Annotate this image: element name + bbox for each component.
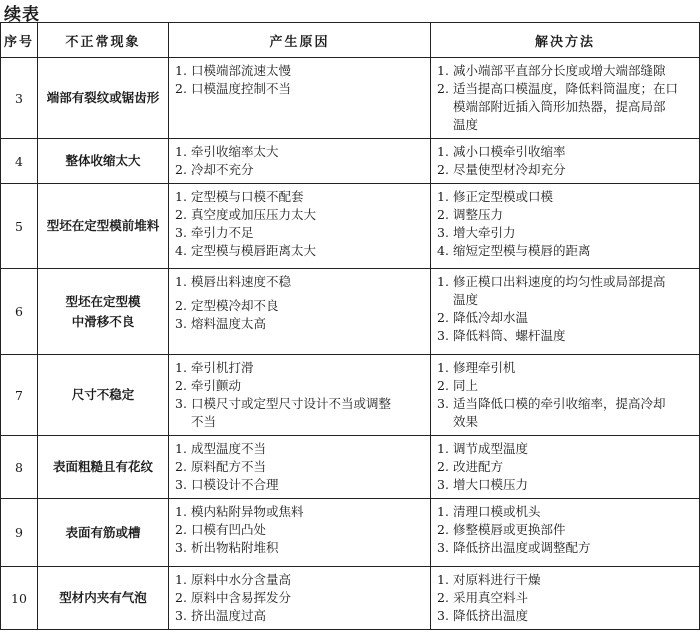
item-index: 2.: [175, 522, 187, 537]
item-text: [453, 188, 695, 206]
item-line: 口模有凹凸处: [191, 522, 267, 537]
item-line: 定型模与模唇距离太大: [191, 243, 317, 258]
solution-item: [437, 206, 695, 224]
item-line: 原料配方不当: [191, 459, 267, 474]
item-line: 原料中含易挥发分: [191, 590, 292, 605]
item-line: 调整压力: [453, 207, 504, 222]
item-line: 增大口模压力: [453, 477, 529, 492]
item-line: 降低挤出温度: [453, 608, 529, 623]
item-line: 修正定型模或口模: [453, 189, 554, 204]
item-index: 1.: [437, 572, 449, 587]
item-line: 模内粘附异物或焦料: [191, 504, 304, 519]
item-index: 4.: [437, 243, 449, 258]
item-index: 2.: [175, 298, 187, 313]
solution-cell: [431, 436, 700, 499]
item-text: [453, 309, 695, 327]
item-text: [453, 143, 695, 161]
item-text: [191, 80, 426, 98]
phenomenon-cell: [38, 355, 169, 436]
item-index: 3.: [175, 316, 187, 331]
item-line: 口模端部流速太慢: [191, 63, 292, 78]
row-number: 7: [1, 355, 38, 436]
phenomenon-line: 型坯在定型模前堆料: [46, 218, 160, 233]
item-index: 4.: [175, 243, 187, 258]
item-text: [453, 80, 695, 134]
item-text: [453, 242, 695, 260]
item-index: 1.: [437, 274, 449, 289]
item-line: 不当: [191, 414, 217, 429]
item-line: 适当降低口模的牵引收缩率，提高冷却: [453, 396, 666, 411]
table-row: [1, 269, 700, 355]
table-body: [1, 58, 700, 630]
item-index: 1.: [175, 441, 187, 456]
item-text: [453, 458, 695, 476]
item-line: 温度: [453, 117, 479, 132]
item-line: 清理口模或机头: [453, 504, 541, 519]
troubleshooting-table: [0, 22, 700, 630]
item-text: [191, 188, 426, 206]
item-index: 1.: [175, 144, 187, 159]
cause-cell: [169, 436, 431, 499]
item-line: 牵引颤动: [191, 378, 242, 393]
item-index: 3.: [175, 608, 187, 623]
item-line: 减小口模牵引收缩率: [453, 144, 566, 159]
item-line: 模端部附近插入筒形加热器，提高局部: [453, 99, 666, 114]
item-index: 1.: [175, 274, 187, 289]
item-text: [453, 571, 695, 589]
solution-cell: [431, 499, 700, 567]
table-row: [1, 58, 700, 139]
item-line: 增大牵引力: [453, 225, 516, 240]
phenomenon-line: 型坯在定型模: [65, 293, 141, 309]
header-solution: 解决方法: [431, 23, 700, 58]
cause-item: [175, 297, 426, 315]
item-line: 同上: [453, 378, 479, 393]
item-text: [191, 458, 426, 476]
item-index: 2.: [437, 590, 449, 605]
item-text: [191, 571, 426, 589]
item-line: 析出物粘附堆积: [191, 540, 279, 555]
solution-item: [437, 143, 695, 161]
item-line: 对原料进行干燥: [453, 572, 541, 587]
item-line: 修理牵引机: [453, 360, 516, 375]
cause-item: [175, 80, 426, 98]
phenomenon-line: 尺寸不稳定: [71, 387, 135, 402]
item-text: [191, 539, 426, 557]
item-index: 3.: [437, 328, 449, 343]
solution-item: [437, 395, 695, 431]
cause-item: [175, 539, 426, 557]
cause-item: [175, 359, 426, 377]
solution-cell: [431, 184, 700, 269]
item-index: 2.: [175, 81, 187, 96]
table-row: [1, 184, 700, 269]
item-line: 牵引力不足: [191, 225, 254, 240]
cause-item: [175, 273, 426, 291]
item-text: [453, 206, 695, 224]
item-line: 改进配方: [453, 459, 504, 474]
cause-item: [175, 206, 426, 224]
cause-cell: [169, 499, 431, 567]
solution-item: [437, 273, 695, 309]
solution-item: [437, 503, 695, 521]
item-text: [453, 395, 695, 431]
cause-item: [175, 143, 426, 161]
solution-item: [437, 607, 695, 625]
item-line: 修正模口出料速度的均匀性或局部提高: [453, 274, 666, 289]
item-line: 口模设计不合理: [191, 477, 279, 492]
cause-cell: [169, 269, 431, 355]
phenomenon-cell: [38, 567, 169, 630]
item-index: 2.: [175, 378, 187, 393]
cause-item: [175, 62, 426, 80]
table-row: [1, 499, 700, 567]
item-index: 2.: [437, 378, 449, 393]
cause-cell: [169, 355, 431, 436]
item-text: [453, 503, 695, 521]
item-text: [191, 224, 426, 242]
item-text: [453, 224, 695, 242]
solution-item: [437, 539, 695, 557]
solution-item: [437, 458, 695, 476]
item-line: 缩短定型模与模唇的距离: [453, 243, 591, 258]
item-line: 减小端部平直部分长度或增大端部缝隙: [453, 63, 666, 78]
table-row: [1, 567, 700, 630]
solution-item: [437, 476, 695, 494]
cause-item: [175, 440, 426, 458]
item-index: 3.: [175, 396, 187, 411]
item-line: 冷却不充分: [191, 162, 254, 177]
phenomenon-line: 端部有裂纹或锯齿形: [46, 90, 160, 105]
item-line: 适当提高口模温度，降低料筒温度；在口: [453, 81, 679, 96]
item-index: 1.: [175, 572, 187, 587]
item-line: 修整模唇或更换部件: [453, 522, 566, 537]
item-text: [191, 315, 426, 333]
item-index: 2.: [437, 81, 449, 96]
solution-item: [437, 309, 695, 327]
item-index: 1.: [437, 189, 449, 204]
item-index: 2.: [437, 207, 449, 222]
item-index: 1.: [437, 504, 449, 519]
solution-item: [437, 161, 695, 179]
item-index: 3.: [437, 540, 449, 555]
item-index: 2.: [437, 522, 449, 537]
row-number: 6: [1, 269, 38, 355]
item-text: [453, 589, 695, 607]
item-index: 2.: [175, 207, 187, 222]
solution-item: [437, 62, 695, 80]
header-cause: 产生原因: [169, 23, 431, 58]
phenomenon-cell: [38, 139, 169, 184]
row-number: 9: [1, 499, 38, 567]
item-index: 1.: [175, 504, 187, 519]
solution-cell: [431, 355, 700, 436]
table-row: [1, 355, 700, 436]
item-line: 尽量使型材冷却充分: [453, 162, 566, 177]
item-line: 口模尺寸或定型尺寸设计不当或调整: [191, 396, 392, 411]
row-number: 5: [1, 184, 38, 269]
item-line: 定型模冷却不良: [191, 298, 279, 313]
phenomenon-line: 表面粗糙且有花纹: [52, 459, 153, 474]
solution-cell: [431, 269, 700, 355]
item-index: 1.: [175, 189, 187, 204]
phenomenon-line: 整体收缩太大: [65, 153, 141, 168]
cause-item: [175, 315, 426, 333]
item-line: 调节成型温度: [453, 441, 529, 456]
header-phenomenon: 不正常现象: [38, 23, 169, 58]
solution-item: [437, 589, 695, 607]
item-index: 2.: [437, 310, 449, 325]
item-text: [191, 395, 426, 431]
solution-item: [437, 188, 695, 206]
item-index: 1.: [437, 360, 449, 375]
row-number: 4: [1, 139, 38, 184]
item-line: 口模温度控制不当: [191, 81, 292, 96]
phenomenon-cell: [38, 269, 169, 355]
row-number: 10: [1, 567, 38, 630]
item-text: [453, 377, 695, 395]
item-index: 1.: [437, 441, 449, 456]
item-index: 3.: [437, 477, 449, 492]
item-text: [453, 62, 695, 80]
solution-item: [437, 571, 695, 589]
cause-cell: [169, 58, 431, 139]
solution-item: [437, 521, 695, 539]
item-line: 牵引机打滑: [191, 360, 254, 375]
phenomenon-line: 型材内夹有气泡: [59, 590, 147, 605]
cause-item: [175, 395, 426, 431]
phenomenon-line: 中滑移不良: [71, 313, 135, 329]
item-text: [191, 607, 426, 625]
phenomenon-line: 表面有筋或槽: [65, 524, 141, 540]
item-line: 采用真空料斗: [453, 590, 529, 605]
cause-cell: [169, 567, 431, 630]
item-index: 2.: [437, 459, 449, 474]
solution-item: [437, 327, 695, 345]
solution-item: [437, 440, 695, 458]
item-text: [191, 62, 426, 80]
cause-item: [175, 377, 426, 395]
header-seq: 序号: [1, 23, 38, 58]
table-row: [1, 139, 700, 184]
item-line: 降低挤出温度或调整配方: [453, 540, 591, 555]
phenomenon-cell: [38, 184, 169, 269]
item-text: [453, 440, 695, 458]
item-text: [191, 242, 426, 260]
cause-item: [175, 161, 426, 179]
cause-cell: [169, 139, 431, 184]
item-line: 熔料温度太高: [191, 316, 267, 331]
solution-item: [437, 224, 695, 242]
row-number: 3: [1, 58, 38, 139]
item-text: [191, 503, 426, 521]
item-text: [191, 273, 426, 291]
item-line: 真空度或加压压力太大: [191, 207, 317, 222]
item-line: 定型模与口模不配套: [191, 189, 304, 204]
item-line: 降低料筒、螺杆温度: [453, 328, 566, 343]
item-line: 挤出温度过高: [191, 608, 267, 623]
item-index: 3.: [175, 540, 187, 555]
item-text: [191, 206, 426, 224]
item-text: [191, 440, 426, 458]
cause-item: [175, 571, 426, 589]
cause-item: [175, 476, 426, 494]
cause-item: [175, 503, 426, 521]
solution-cell: [431, 58, 700, 139]
solution-item: [437, 359, 695, 377]
item-index: 2.: [175, 590, 187, 605]
table-row: [1, 436, 700, 499]
header-row: [1, 23, 700, 58]
item-line: 原料中水分含量高: [191, 572, 292, 587]
cause-item: [175, 589, 426, 607]
cause-item: [175, 224, 426, 242]
item-text: [453, 273, 695, 309]
item-text: [453, 327, 695, 345]
item-index: 2.: [175, 162, 187, 177]
item-index: 2.: [437, 162, 449, 177]
item-index: 3.: [175, 477, 187, 492]
cause-cell: [169, 184, 431, 269]
item-index: 2.: [175, 459, 187, 474]
item-index: 1.: [437, 63, 449, 78]
item-index: 1.: [437, 144, 449, 159]
table-caption: 续表: [4, 5, 40, 25]
item-text: [453, 539, 695, 557]
solution-cell: [431, 139, 700, 184]
item-text: [191, 297, 426, 315]
item-line: 牵引收缩率太大: [191, 144, 279, 159]
solution-item: [437, 377, 695, 395]
item-text: [453, 476, 695, 494]
cause-item: [175, 188, 426, 206]
item-index: 3.: [175, 225, 187, 240]
item-text: [191, 521, 426, 539]
item-text: [453, 607, 695, 625]
cause-item: [175, 242, 426, 260]
item-index: 3.: [437, 396, 449, 411]
item-index: 3.: [437, 608, 449, 623]
phenomenon-cell: [38, 499, 169, 567]
item-text: [191, 143, 426, 161]
item-index: 1.: [175, 360, 187, 375]
item-line: 效果: [453, 414, 479, 429]
cause-item: [175, 607, 426, 625]
item-text: [453, 359, 695, 377]
cause-item: [175, 521, 426, 539]
item-line: 成型温度不当: [191, 441, 267, 456]
item-text: [191, 589, 426, 607]
phenomenon-cell: [38, 58, 169, 139]
row-number: 8: [1, 436, 38, 499]
item-text: [191, 377, 426, 395]
item-index: 1.: [175, 63, 187, 78]
item-line: 降低冷却水温: [453, 310, 529, 325]
item-line: 温度: [453, 292, 479, 307]
item-text: [191, 161, 426, 179]
item-text: [453, 161, 695, 179]
solution-cell: [431, 567, 700, 630]
phenomenon-cell: [38, 436, 169, 499]
item-text: [191, 476, 426, 494]
solution-item: [437, 242, 695, 260]
item-line: 模唇出料速度不稳: [191, 274, 292, 289]
solution-item: [437, 80, 695, 134]
cause-item: [175, 458, 426, 476]
item-index: 3.: [437, 225, 449, 240]
item-text: [191, 359, 426, 377]
item-text: [453, 521, 695, 539]
